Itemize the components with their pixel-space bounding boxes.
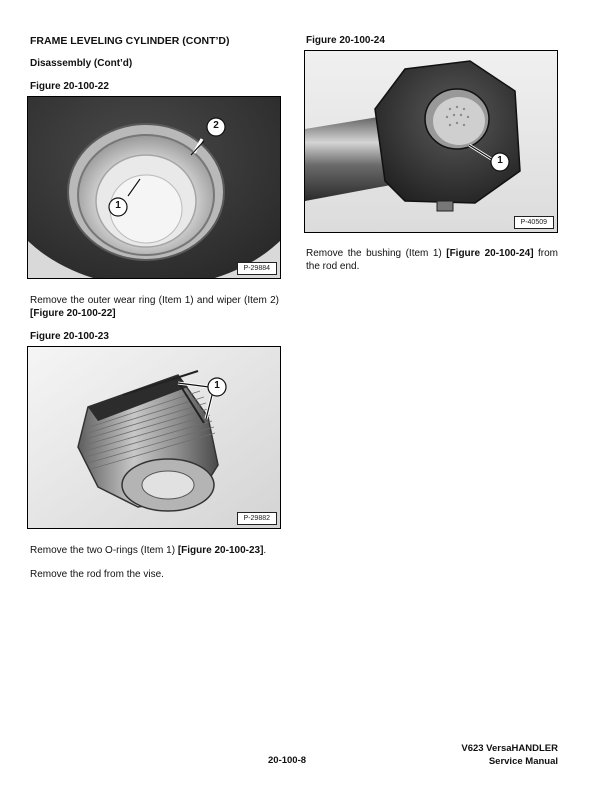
paragraph-text: Remove the outer wear ring (Item 1) and wiper (Item 2)	[30, 295, 279, 306]
figure-23-photo-id: P-29882	[237, 512, 277, 525]
figure-reference: [Figure 20-100-22]	[30, 308, 116, 319]
section-heading: FRAME LEVELING CYLINDER (CONT’D)	[30, 35, 230, 47]
paragraph-remove-o-rings	[30, 544, 279, 557]
figure-24-photo	[304, 50, 558, 233]
paragraph-text: Remove the bushing (Item 1)	[306, 248, 447, 259]
footer-manual-title: Service Manual	[488, 756, 558, 767]
subsection-heading: Disassembly (Cont’d)	[30, 58, 133, 69]
paragraph-end: .	[263, 545, 267, 556]
paragraph-end: from the rod end.	[306, 248, 559, 272]
paragraph-text: Remove the two O-rings (Item 1)	[30, 545, 178, 556]
callout-1: 1	[214, 380, 220, 391]
figure-reference: [Figure 20-100-24]	[446, 248, 534, 259]
callout-1: 1	[497, 155, 503, 166]
figure-23-photo	[27, 346, 281, 529]
paragraph-remove-bushing	[306, 247, 558, 273]
paragraph-remove-wear-ring	[30, 294, 279, 320]
figure-22-photo-id: P-29884	[237, 262, 277, 275]
figure-reference: [Figure 20-100-23]	[177, 545, 264, 556]
callout-2: 2	[213, 120, 219, 131]
paragraph-remove-rod: Remove the rod from the vise.	[30, 569, 164, 580]
figure-22-photo	[27, 96, 281, 279]
footer-model: V623 VersaHANDLER	[461, 743, 558, 754]
page-number: 20-100-8	[268, 755, 307, 766]
figure-24-photo-id: P-40509	[514, 216, 554, 229]
callout-1: 1	[115, 200, 121, 211]
figure-24-label: Figure 20-100-24	[306, 35, 385, 46]
figure-23-label: Figure 20-100-23	[30, 331, 109, 342]
figure-22-label: Figure 20-100-22	[30, 81, 109, 92]
